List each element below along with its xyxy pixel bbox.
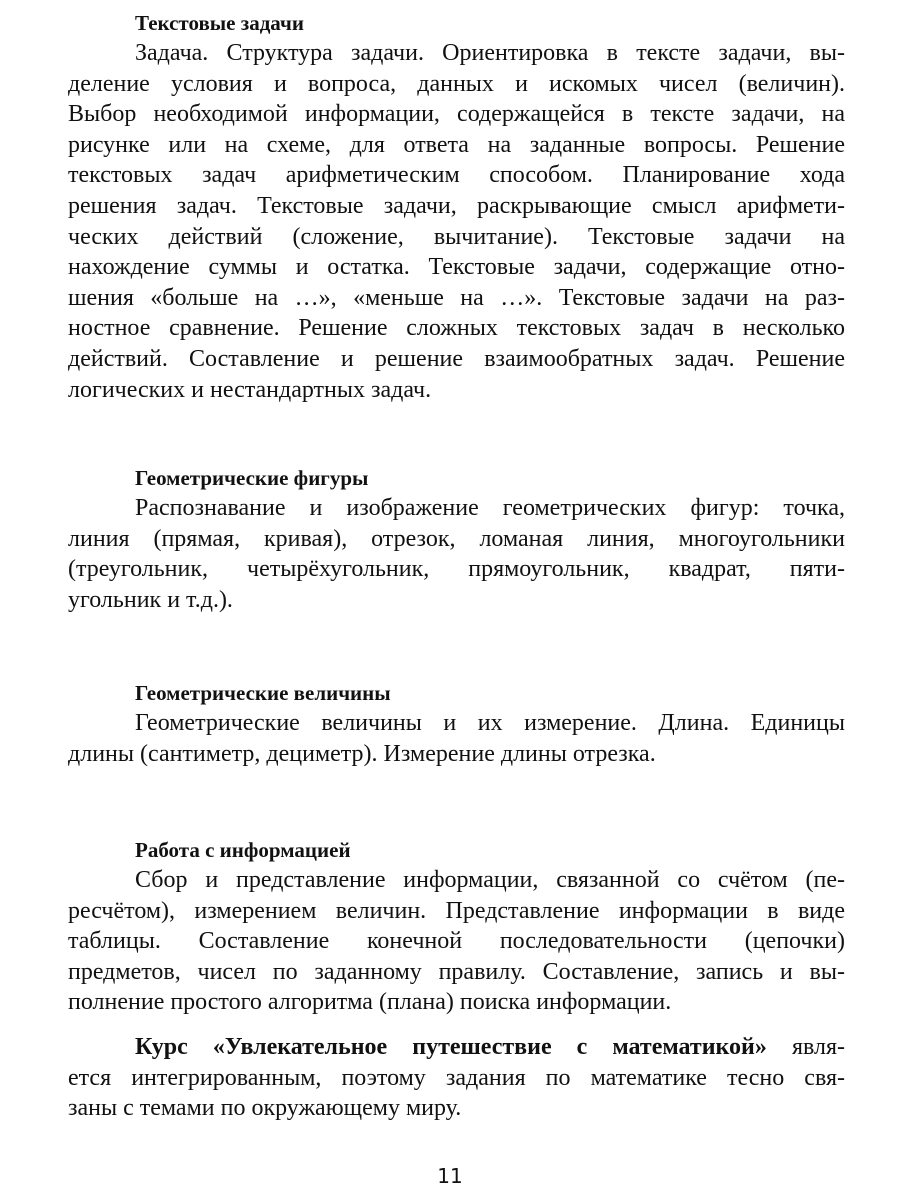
- text-line: ется интегрированным, поэтому задания по математике тесно свя-: [68, 1064, 845, 1091]
- text-line: длины (сантиметр, дециметр). Измерение длины отрезка.: [68, 740, 656, 767]
- text-fragment: явля-: [766, 1034, 846, 1060]
- section-text-problems: [68, 8, 845, 405]
- section-geometric-quantities: [68, 678, 845, 769]
- text-line: предметов, чисел по заданному правилу. Составление, запись и вы-: [68, 958, 845, 985]
- text-line: деление условия и вопроса, данных и искомых чисел (величин).: [68, 70, 845, 97]
- text-line: Сбор и представление информации, связанной со счётом (пе-: [135, 867, 845, 893]
- closing-paragraph: [68, 1032, 845, 1124]
- section-heading: Геометрические величины: [135, 681, 391, 705]
- text-line: Распознавание и изображение геометрических фигур: точка,: [135, 495, 845, 521]
- section-heading: Работа с информацией: [135, 838, 351, 862]
- text-line: линия (прямая, кривая), отрезок, ломаная линия, многоугольники: [68, 525, 845, 552]
- text-line: текстовых задач арифметическим способом. Планирование хода: [68, 162, 845, 189]
- text-line: рисунке или на схеме, для ответа на заданные вопросы. Решение: [68, 131, 845, 158]
- text-line: логических и нестандартных задач.: [68, 376, 432, 403]
- text-line: ностное сравнение. Решение сложных текстовых задач в несколько: [68, 315, 845, 342]
- section-geometric-figures: [68, 463, 845, 615]
- text-line: Выбор необходимой информации, содержащейся в тексте задачи, на: [68, 101, 845, 128]
- text-line: ресчётом), измерением величин. Представление информации в виде: [68, 897, 845, 924]
- text-line: действий. Составление и решение взаимообратных задач. Решение: [68, 345, 845, 372]
- section-heading: Геометрические фигуры: [135, 466, 369, 490]
- text-line: Задача. Структура задачи. Ориентировка в тексте задачи, вы-: [135, 40, 845, 66]
- text-line: заны с темами по окружающему миру.: [68, 1095, 462, 1122]
- text-line: таблицы. Составление конечной последовательности (цепочки): [68, 928, 845, 955]
- text-line: нахождение суммы и остатка. Текстовые задачи, содержащие отно-: [68, 254, 845, 281]
- text-line: Геометрические величины и их измерение. Длина. Единицы: [135, 710, 845, 736]
- section-heading: Текстовые задачи: [135, 11, 304, 35]
- text-line: ческих действий (сложение, вычитание). Текстовые задачи на: [68, 223, 845, 250]
- course-title: Курс «Увлекательное путешествие с математикой»: [135, 1034, 767, 1060]
- text-line: [68, 1032, 845, 1063]
- text-line: угольник и т.д.).: [68, 586, 233, 613]
- text-line: (треугольник, четырёхугольник, прямоугольник, квадрат, пяти-: [68, 556, 845, 583]
- section-working-with-information: [68, 835, 845, 1018]
- page-number: 11: [437, 1164, 463, 1188]
- text-line: решения задач. Текстовые задачи, раскрывающие смысл арифмети-: [68, 192, 845, 219]
- text-line: шения «больше на …», «меньше на …». Текстовые задачи на раз-: [68, 284, 845, 311]
- text-line: полнение простого алгоритма (плана) поиска информации.: [68, 989, 672, 1016]
